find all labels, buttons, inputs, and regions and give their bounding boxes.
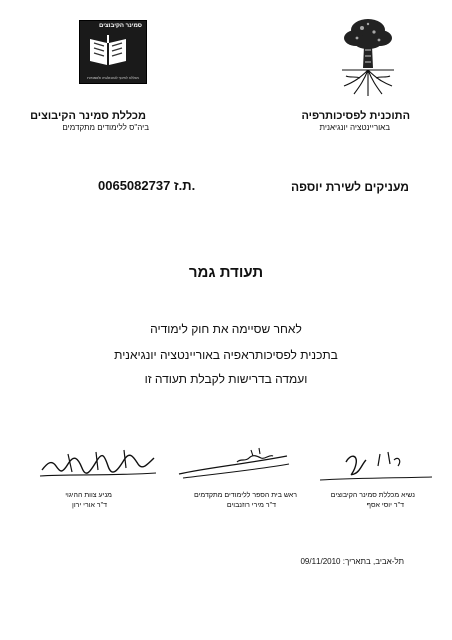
signatory-left-role: מניע צוות ההיגוי	[65, 492, 112, 499]
recipient-line: מעניקים לשירת יוספה	[291, 180, 409, 194]
signature-left	[38, 440, 158, 492]
certificate-title: תעודת גמר	[188, 264, 264, 281]
tree-logo-icon	[330, 16, 406, 98]
signatory-middle-name: ד"ר מירי רוזנבוים	[226, 502, 276, 509]
signatory-left-name: ד"ר אורי ירון	[72, 502, 107, 509]
signatory-right-role: נשיא מכללת סמינר הקיבוצים	[330, 492, 415, 499]
program-subtitle: באוריינטציה יונגיאנית	[319, 123, 390, 132]
signature-middle	[175, 440, 295, 492]
certificate-line-3: ועמדה בדרישות לקבלת תעודה זו	[144, 372, 308, 386]
certificate-line-2: בתכנית לפסיכותראפיה באוריינטציה יונגיאנית	[114, 348, 338, 362]
open-book-icon	[88, 33, 128, 67]
seminar-hakibbutzim-logo	[79, 20, 147, 84]
program-title: התוכנית לפסיכותרפיה	[301, 110, 410, 122]
logo-name: סמינר הקיבוצים	[99, 23, 142, 29]
college-subtitle: ביה"ס ללימודים מתקדמים	[62, 123, 149, 132]
id-number: 0065082737 ת.ז.	[98, 178, 196, 193]
certificate-line-1: לאחר שסיימה את חוק לימודיה	[150, 322, 302, 336]
signature-right	[316, 440, 436, 492]
college-title: מכללת סמינר הקיבוצים	[30, 110, 146, 122]
signatory-right-name: ד"ר יוסי אסף	[366, 502, 404, 509]
logo-tagline: מכללה לחינוך לטכנולוגיה ולאמנויות	[87, 76, 139, 80]
date-line: תל-אביב, בתאריך: 09/11/2010	[300, 557, 404, 566]
signatory-middle-role: ראש בית הספר ללימודים מתקדמים	[193, 492, 297, 499]
